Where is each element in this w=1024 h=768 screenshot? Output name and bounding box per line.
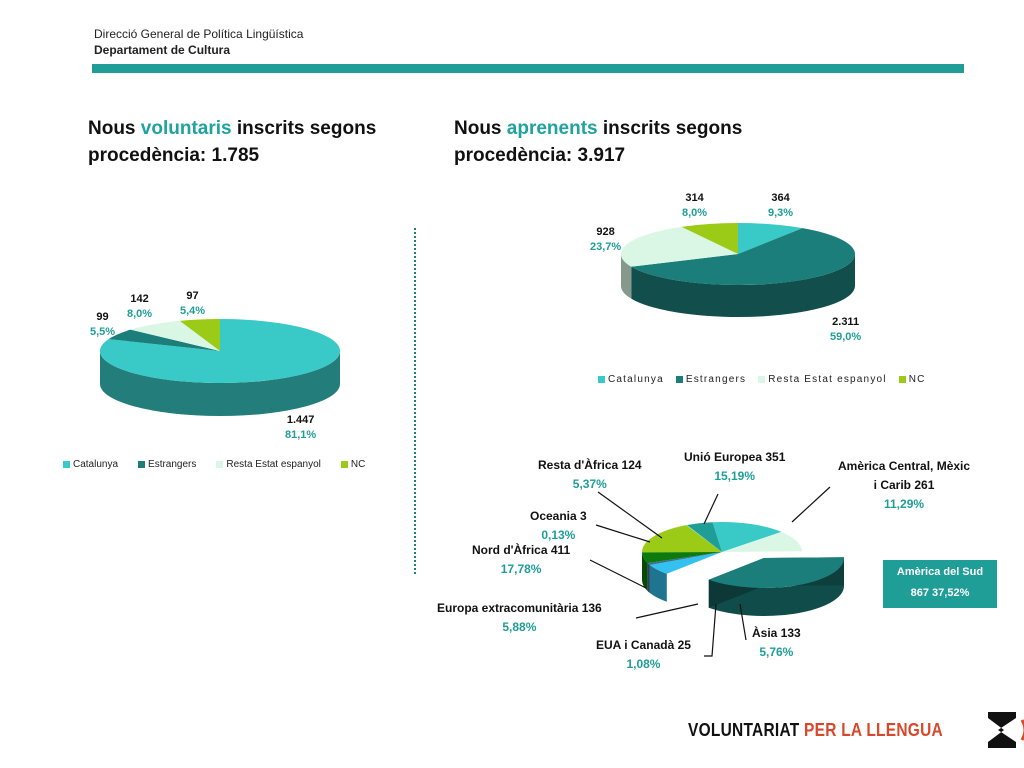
pie2-label-estrangers — [830, 315, 861, 345]
pie1-pct-resta: 8,0% — [127, 308, 153, 320]
legend-swatch — [598, 376, 605, 383]
legend-item-catalunya — [598, 374, 664, 385]
pie3-name-europa-extra: Europa extracomunitària 136 — [437, 601, 602, 615]
legend-item-catalunya — [63, 459, 118, 470]
pie2-pct-resta: 23,7% — [590, 241, 622, 253]
legend-label: Catalunya — [73, 459, 119, 470]
pie3-pct-ue: 15,19% — [714, 469, 756, 483]
leader-resta-africa — [598, 492, 662, 538]
legend-item-estrangers — [138, 459, 196, 470]
right-title-part-b: inscrits segons — [597, 118, 743, 139]
logo-text-a: VOLUNTARIAT — [688, 719, 805, 740]
pie3-label-america-sud — [883, 560, 997, 608]
legend-swatch — [758, 376, 765, 383]
pie3-name-america-central-1: Amèrica Central, Mèxic — [838, 459, 971, 473]
pie2-value-catalunya: 364 — [771, 192, 790, 204]
legend-label: Resta Estat espanyol — [768, 374, 887, 385]
pie3-label-ue — [684, 448, 785, 486]
legend-swatch — [899, 376, 906, 383]
pie3-label-eua — [596, 636, 691, 674]
leader-nord-africa — [590, 560, 646, 588]
leader-ue — [704, 494, 718, 524]
pie2-label-catalunya — [768, 191, 793, 221]
pie1-label-catalunya — [285, 413, 316, 443]
pie3-pct-europa-extra: 5,88% — [502, 620, 537, 634]
pie3-label-resta-africa — [538, 456, 642, 494]
pie-aprenents — [621, 223, 855, 317]
right-title-line2: procedència: 3.917 — [454, 145, 626, 166]
pie3-pct-eua: 1,08% — [626, 657, 661, 671]
pie2-value-estrangers: 2.311 — [832, 316, 860, 328]
pie3-name-ue: Unió Europea 351 — [684, 450, 786, 464]
pie2-label-nc — [682, 191, 707, 221]
left-title-line2: procedència: 1.785 — [88, 145, 260, 166]
pie3-label-america-central — [838, 457, 970, 514]
pie2-value-resta: 928 — [596, 226, 615, 238]
pie1-pct-nc: 5,4% — [180, 305, 206, 317]
pie3-name-nord-africa: Nord d'Àfrica 411 — [472, 543, 571, 557]
pie3-pct-america-central: 11,29% — [884, 497, 925, 511]
leader-europa-extra — [636, 604, 698, 618]
pie1-pct-estrangers: 5,5% — [90, 326, 116, 338]
leader-america-central — [792, 487, 830, 522]
pie3-pct-nord-africa: 17,78% — [500, 562, 542, 576]
pie3-name-oceania: Oceania 3 — [530, 509, 587, 523]
legend-item-estrangers — [676, 374, 746, 385]
pie3-name-america-sud: Amèrica del Sud — [896, 566, 984, 578]
pie3-pct-resta-africa: 5,37% — [572, 477, 607, 491]
pie3-name-america-central-2: i Carib 261 — [873, 478, 935, 492]
pie3-eua-side — [648, 563, 650, 593]
org-line-1: Direcció General de Política Lingüística — [94, 27, 304, 41]
left-title-highlight: voluntaris — [140, 118, 232, 139]
pie2-pct-catalunya: 9,3% — [768, 207, 794, 219]
legend-label: Catalunya — [608, 374, 664, 385]
legend-item-resta — [216, 459, 321, 470]
pie1-value-estrangers: 99 — [96, 311, 109, 323]
logo-text-b: PER LA LLENGUA — [804, 719, 943, 740]
legend-item-nc — [341, 459, 365, 470]
right-title-part-a: Nous — [454, 118, 507, 139]
left-title-part-a: Nous — [88, 118, 141, 139]
legend-label: Estrangers — [685, 374, 747, 385]
leader-eua — [704, 604, 716, 656]
pie3-label-nord-africa — [472, 541, 570, 579]
pie3-name-asia: Àsia 133 — [752, 626, 801, 640]
pie2-label-resta — [590, 225, 621, 255]
legend-swatch — [216, 461, 223, 468]
pie1-legend — [63, 459, 385, 470]
pie3-pct-asia: 5,76% — [759, 645, 794, 659]
pie1-label-estrangers — [90, 310, 115, 340]
leader-oceania — [596, 525, 650, 542]
legend-label: Estrangers — [148, 459, 197, 470]
pie1-value-catalunya: 1.447 — [286, 414, 315, 426]
pie3-name-resta-africa: Resta d'Àfrica 124 — [538, 458, 642, 472]
right-title-highlight: aprenents — [506, 118, 598, 139]
pie1-value-resta: 142 — [130, 293, 149, 305]
legend-label: NC — [908, 374, 926, 385]
pie2-pct-nc: 8,0% — [682, 207, 708, 219]
pie3-label-asia — [752, 624, 801, 662]
speech-waves-icon — [986, 708, 1024, 752]
pie3-name-eua: EUA i Canadà 25 — [596, 638, 691, 652]
logo-text — [688, 720, 943, 741]
legend-swatch — [341, 461, 348, 468]
pie1-pct-catalunya: 81,1% — [285, 429, 317, 441]
pie2-pct-estrangers: 59,0% — [830, 331, 862, 343]
left-title-part-b: inscrits segons — [231, 118, 377, 139]
legend-label: NC — [350, 459, 366, 470]
pie3-label-europa-extra — [437, 599, 602, 637]
pie2-value-nc: 314 — [685, 192, 704, 204]
legend-swatch — [138, 461, 145, 468]
pie3-label-oceania — [530, 507, 587, 545]
pie3-value-america-sud: 867 37,52% — [910, 587, 970, 599]
legend-swatch — [63, 461, 70, 468]
pie1-value-nc: 97 — [186, 290, 199, 302]
legend-swatch — [676, 376, 683, 383]
pie3-pct-oceania: 0,13% — [541, 528, 576, 542]
pie2-legend — [598, 374, 938, 385]
pie-aprenents-estrangers — [642, 522, 844, 616]
legend-item-resta — [758, 374, 887, 385]
legend-label: Resta Estat espanyol — [226, 459, 321, 470]
org-line-2: Departament de Cultura — [94, 43, 231, 57]
pie3-america-sud — [709, 557, 844, 616]
pie-voluntaris — [100, 319, 340, 416]
legend-item-nc — [899, 374, 926, 385]
pie1-label-resta — [127, 292, 152, 322]
pie1-label-nc — [180, 289, 205, 319]
voluntariat-logo — [688, 708, 1024, 752]
